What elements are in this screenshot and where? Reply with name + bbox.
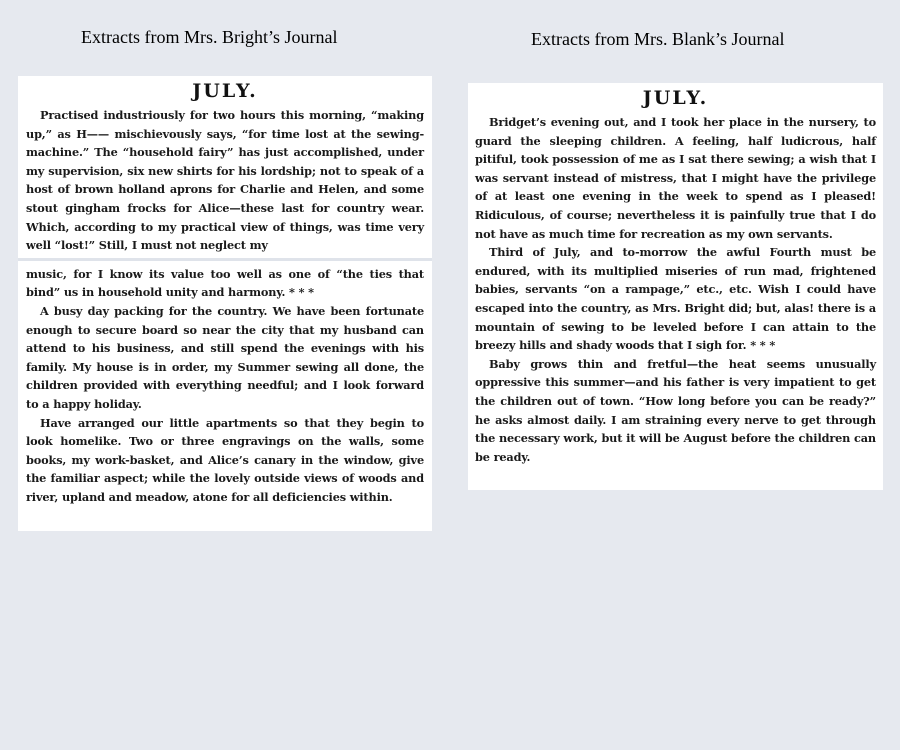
- left-paragraph-1: Practised industriously for two hours this morning, “making up,” as H—— mischievously says, “for time lost at the sewing-machine.” The “household fairy” has just accomplished, under my supervision, six new shirts for his lordship; not to speak of a host of brown holland aprons for Charlie and Helen, and some stout gingham frocks for Alice—these last for country wear. Which, according to my practical view of things, was time very well “lost!” Still, I must not neglect my: [26, 108, 424, 253]
- right-paragraph-3: Baby grows thin and fretful—the heat seems unusually oppressive this summer—and his father is very impatient to get the children out of town. “How long before you can be ready?” he asks almost daily. I am straining every nerve to get through the necessary work, but it will be August before the children can be ready.: [475, 356, 876, 464]
- left-paragraph-3: Have arranged our little apartments so that they begin to look homelike. Two or three engravings on the walls, some books, my work-basket, and Alice’s canary in the window, give the familiar aspect; while the lovely outside views of woods and river, upland and meadow, atone for all deficiencies within.: [26, 415, 424, 504]
- right-newspaper-clipping: [468, 83, 883, 490]
- clipping-seam: [18, 258, 432, 261]
- right-paragraph-1: Bridget’s evening out, and I took her place in the nursery, to guard the sleeping children. A feeling, half ludicrous, half pitiful, took possession of me as I sat there sewing; a wish that I was servant instead of mistress, that I might have the privilege of at least one evening in the week to spend as I pleased! Ridiculous, of course; nevertheless it is painfully true that I do not have as much time for recreation as my own servants.: [475, 115, 876, 241]
- right-month-heading: JULY.: [642, 87, 709, 109]
- right-caption: Extracts from Mrs. Blank’s Journal: [531, 29, 785, 49]
- left-newspaper-clipping: [18, 76, 432, 531]
- left-paragraph-2: A busy day packing for the country. We have been fortunate enough to secure board so near the city that my husband can attend to his business, and still spend the evenings with his family. My house is in order, my Summer sewing all done, the children provided with everything needful; and I look forward to a happy holiday.: [26, 303, 424, 411]
- left-paragraph-1-continued: music, for I know its value too well as one of “the ties that bind” us in household unity and harmony. * * *: [26, 266, 424, 300]
- right-paragraph-2: Third of July, and to-morrow the awful Fourth must be endured, with its multiplied miseries of run mad, frightened babies, servants “on a rampage,” etc., etc. Wish I could have escaped into the country, as Mrs. Bright did; but, alas! there is a mountain of sewing to be leveled before I can attain to the breezy hills and shady woods that I sigh for. * * *: [475, 245, 876, 353]
- left-month-heading: JULY.: [192, 80, 258, 102]
- left-caption: Extracts from Mrs. Bright’s Journal: [81, 27, 338, 47]
